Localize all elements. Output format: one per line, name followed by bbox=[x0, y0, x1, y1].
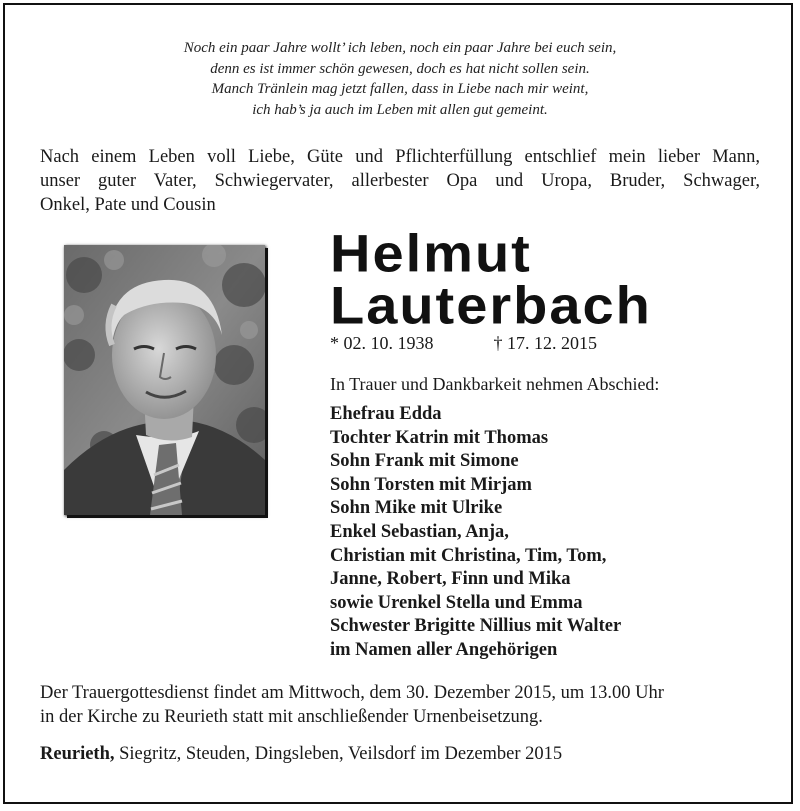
funeral-service-info bbox=[40, 681, 664, 729]
portrait-illustration bbox=[64, 245, 265, 515]
deceased-last-name: Lauterbach bbox=[330, 275, 652, 336]
poem bbox=[0, 38, 800, 120]
poem-line: denn es ist immer schön gewesen, doch es hat nicht sollen sein. bbox=[210, 60, 590, 77]
intro-line: unser guter Vater, Schwiegervater, allerbester Opa und Uropa, Bruder, Schwager, bbox=[40, 171, 760, 191]
mourner-line: Sohn Torsten mit Mirjam bbox=[330, 474, 532, 495]
place-town: Reurieth, bbox=[40, 744, 115, 764]
life-dates bbox=[330, 333, 597, 354]
intro-line: Nach einem Leben voll Liebe, Güte und Pflichterfüllung entschlief mein lieber Mann, bbox=[40, 147, 760, 167]
mourner-line: Janne, Robert, Finn und Mika bbox=[330, 569, 571, 590]
portrait-photo bbox=[64, 245, 265, 515]
poem-line: Noch ein paar Jahre wollt’ ich leben, noch ein paar Jahre bei euch sein, bbox=[183, 40, 617, 56]
place-and-date bbox=[40, 744, 562, 765]
service-line: in der Kirche zu Reurieth statt mit anschließender Urnenbeisetzung. bbox=[40, 707, 543, 727]
deceased-first-name: Helmut bbox=[330, 223, 532, 284]
mourner-line: sowie Urenkel Stella und Emma bbox=[330, 592, 583, 613]
place-rest: Siegritz, Steuden, Dingsleben, Veilsdorf im Dezember 2015 bbox=[114, 744, 563, 764]
mourner-line: Christian mit Christina, Tim, Tom, bbox=[330, 545, 607, 566]
poem-line: ich hab’s ja auch im Leben mit allen gut gemeint. bbox=[252, 101, 548, 118]
death-date: † 17. 12. 2015 bbox=[493, 333, 597, 353]
service-line: Der Trauergottesdienst findet am Mittwoch, dem 30. Dezember 2015, um 13.00 Uhr bbox=[40, 683, 664, 703]
mourner-line: im Namen aller Angehörigen bbox=[330, 639, 558, 660]
mourner-line: Sohn Mike mit Ulrike bbox=[330, 498, 503, 519]
mourner-line: Enkel Sebastian, Anja, bbox=[330, 521, 509, 542]
mourner-line: Ehefrau Edda bbox=[330, 404, 442, 424]
poem-line: Manch Tränlein mag jetzt fallen, dass in Liebe nach mir weint, bbox=[211, 81, 589, 97]
mourning-heading: In Trauer und Dankbarkeit nehmen Abschied: bbox=[330, 374, 660, 394]
intro-line: Onkel, Pate und Cousin bbox=[40, 195, 216, 215]
birth-date: * 02. 10. 1938 bbox=[330, 333, 434, 353]
mourner-line: Sohn Frank mit Simone bbox=[330, 451, 519, 472]
intro-text bbox=[40, 145, 760, 217]
mourner-line: Schwester Brigitte Nillius mit Walter bbox=[330, 616, 622, 637]
mourners-list bbox=[330, 403, 621, 663]
mourner-line: Tochter Katrin mit Thomas bbox=[330, 427, 549, 448]
